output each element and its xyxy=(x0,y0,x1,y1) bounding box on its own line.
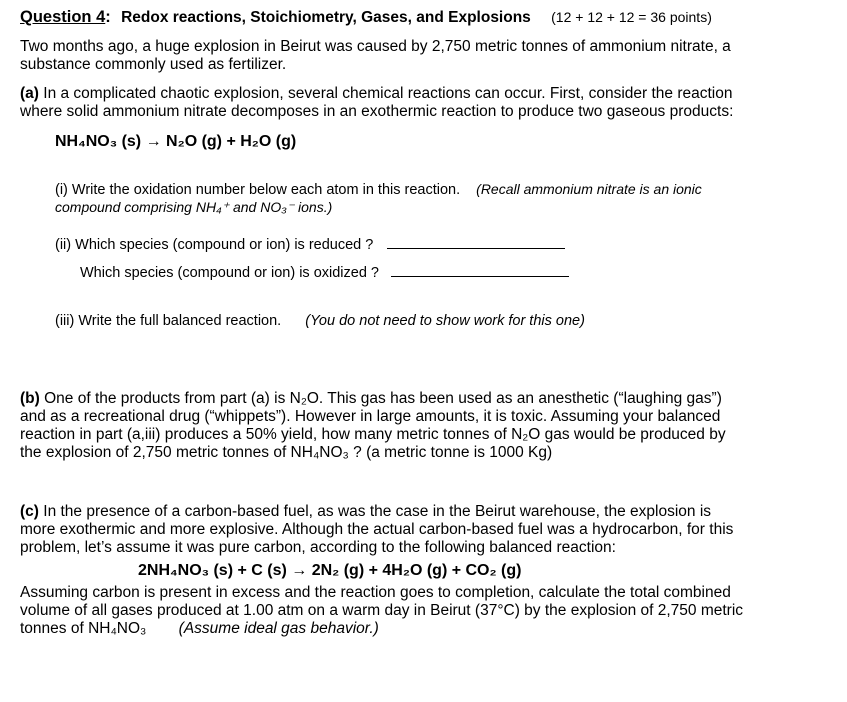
part-a-iii-text: (iii) Write the full balanced reaction. xyxy=(55,313,282,329)
part-b-label: (b) xyxy=(20,390,40,407)
question-topic: Redox reactions, Stoichiometry, Gases, and Explosions xyxy=(121,9,531,26)
part-c-line-3: problem, let’s assume it was pure carbon, according to the following balanced reaction: xyxy=(20,539,616,556)
part-a-i xyxy=(55,180,702,199)
part-a-i-note-1: (Recall ammonium nitrate is an ionic xyxy=(476,181,702,197)
part-c-label: (c) xyxy=(20,503,39,520)
part-a-i-note-2: compound comprising NH₄⁺ and NO₃⁻ ions.) xyxy=(55,199,333,215)
part-a-line-2: where solid ammonium nitrate decomposes in an exothermic reaction to produce two gaseous products: xyxy=(20,103,734,120)
part-c-text-1: In the presence of a carbon-based fuel, as was the case in the Beirut warehouse, the explosion is xyxy=(38,503,712,520)
part-a-text-1: In a complicated chaotic explosion, several chemical reactions can occur. First, consider the reaction xyxy=(38,85,733,102)
intro-line-2: substance commonly used as fertilizer. xyxy=(20,56,287,73)
question-points: (12 + 12 + 12 = 36 points) xyxy=(551,9,712,25)
part-b-line-1 xyxy=(20,390,722,408)
question-number: Question 4 xyxy=(20,8,106,26)
part-c-line-6: tonnes of NH₄NO₃ xyxy=(20,620,147,637)
part-a-label: (a) xyxy=(20,85,39,102)
part-a-equation: NH₄NO₃ (s) → N₂O (g) + H₂O (g) xyxy=(55,133,297,150)
reduced-answer-blank[interactable] xyxy=(387,236,565,249)
part-c-line-6-row xyxy=(20,620,379,638)
part-a-ii-reduced-row xyxy=(55,236,565,254)
oxidized-answer-blank[interactable] xyxy=(391,264,569,277)
part-b-text-1: One of the products from part (a) is N₂O. This gas has been used as an anesthetic (“laughing gas”) xyxy=(39,390,722,407)
part-a-i-text: (i) Write the oxidation number below each atom in this reaction. xyxy=(55,182,461,198)
part-c-line-2: more exothermic and more explosive. Although the actual carbon-based fuel was a hydrocarbon, for this xyxy=(20,521,734,538)
part-a-iii-note: (You do not need to show work for this one) xyxy=(305,313,585,329)
part-b-line-4: the explosion of 2,750 metric tonnes of NH₄NO₃ ? (a metric tonne is 1000 Kg) xyxy=(20,444,553,461)
part-c-note: (Assume ideal gas behavior.) xyxy=(178,620,379,637)
part-a-ii-oxidized: Which species (compound or ion) is oxidized ? xyxy=(80,265,379,281)
part-c-line-5: volume of all gases produced at 1.00 atm on a warm day in Beirut (37°C) by the explosion of 2,750 metric xyxy=(20,602,744,619)
part-a-ii-oxidized-row xyxy=(80,264,569,282)
part-a-iii xyxy=(55,312,585,330)
intro-line-1: Two months ago, a huge explosion in Beirut was caused by 2,750 metric tonnes of ammonium nitrate, a xyxy=(20,38,731,55)
part-b-line-2: and as a recreational drug (“whippets”). However in large amounts, it is toxic. Assuming your balanced xyxy=(20,408,721,425)
part-c-line-1 xyxy=(20,503,711,521)
question-colon: : xyxy=(105,8,111,26)
question-header xyxy=(20,8,712,27)
part-c-line-4: Assuming carbon is present in excess and the reaction goes to completion, calculate the total combined xyxy=(20,584,731,601)
part-a-line-1 xyxy=(20,85,732,103)
part-a-ii-reduced: (ii) Which species (compound or ion) is reduced ? xyxy=(55,237,374,253)
part-c-equation: 2NH₄NO₃ (s) + C (s) → 2N₂ (g) + 4H₂O (g) + CO₂ (g) xyxy=(138,562,522,579)
part-b-line-3: reaction in part (a,iii) produces a 50% yield, how many metric tonnes of N₂O gas would be produced by xyxy=(20,426,726,443)
